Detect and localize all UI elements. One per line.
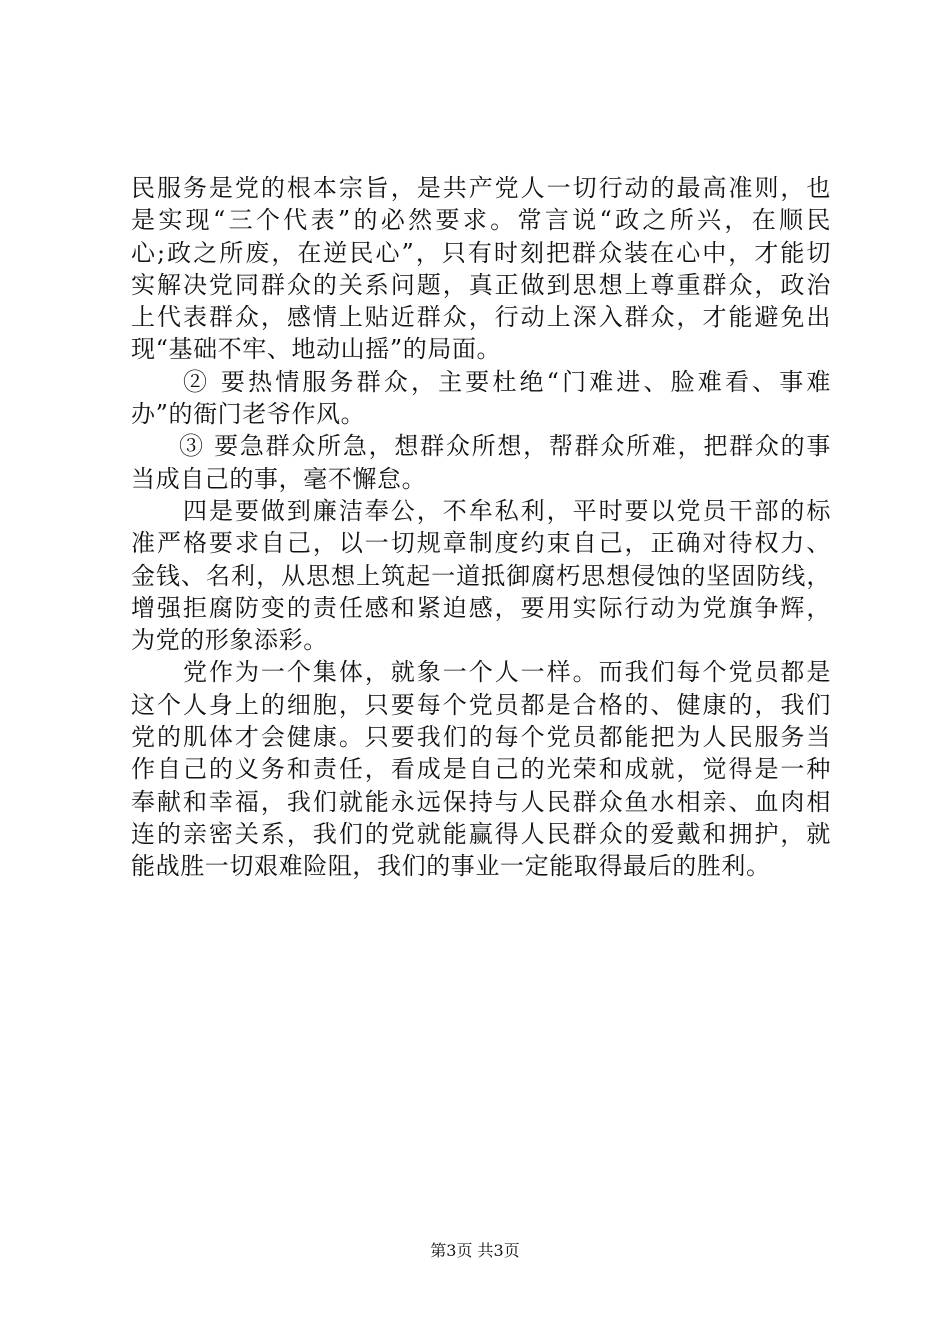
text-line: 奉献和幸福，我们就能永远保持与人民群众鱼水相亲、血肉相: [131, 787, 831, 816]
text-line: 当成自己的事，毫不懈怠。: [131, 464, 427, 493]
text-line: 党作为一个集体，就象一个人一样。而我们每个党员都是: [183, 658, 831, 687]
text-line: 实解决党同群众的关系问题，真正做到思想上尊重群众，政治: [131, 270, 831, 299]
text-line: ② 要热情服务群众，主要杜绝“门难进、脸难看、事难: [183, 367, 831, 396]
text-line: 民服务是党的根本宗旨，是共产党人一切行动的最高准则，也: [131, 174, 831, 202]
text-line: 能战胜一切艰难险阻，我们的事业一定能取得最后的胜利。: [131, 852, 771, 881]
text-line: 办”的衙门老爷作风。: [131, 400, 366, 429]
text-line: 连的亲密关系，我们的党就能赢得人民群众的爱戴和拥护，就: [131, 819, 831, 848]
text-line: 这个人身上的细胞，只要每个党员都是合格的、健康的，我们: [131, 690, 831, 719]
text-line: 是实现“三个代表”的必然要求。常言说“政之所兴，在顺民: [131, 206, 831, 235]
text-line: 准严格要求自己，以一切规章制度约束自己，正确对待权力、: [131, 529, 831, 558]
text-line: 为党的形象添彩。: [131, 626, 328, 655]
text-line: 作自己的义务和责任，看成是自己的光荣和成就，觉得是一种: [131, 755, 831, 784]
text-line: 四是要做到廉洁奉公，不牟私利，平时要以党员干部的标: [183, 496, 831, 525]
text-line: ③ 要急群众所急，想群众所想，帮群众所难，把群众的事: [179, 432, 831, 461]
text-line: 增强拒腐防变的责任感和紧迫感，要用实际行动为党旗争辉，: [131, 593, 831, 622]
body-text: [131, 172, 831, 883]
text-line: 现“基础不牢、地动山摇”的局面。: [131, 335, 502, 364]
text-line: 心;政之所废，在逆民心”，只有时刻把群众装在心中，才能切: [131, 238, 831, 267]
text-line: 党的肌体才会健康。只要我们的每个党员都能把为人民服务当: [131, 723, 831, 752]
text-line: 上代表群众，感情上贴近群众，行动上深入群众，才能避免出: [131, 303, 831, 332]
page-footer: 第3页 共3页: [430, 1241, 520, 1260]
text-line: 金钱、名利，从思想上筑起一道抵御腐朽思想侵蚀的坚固防线，: [131, 561, 831, 590]
